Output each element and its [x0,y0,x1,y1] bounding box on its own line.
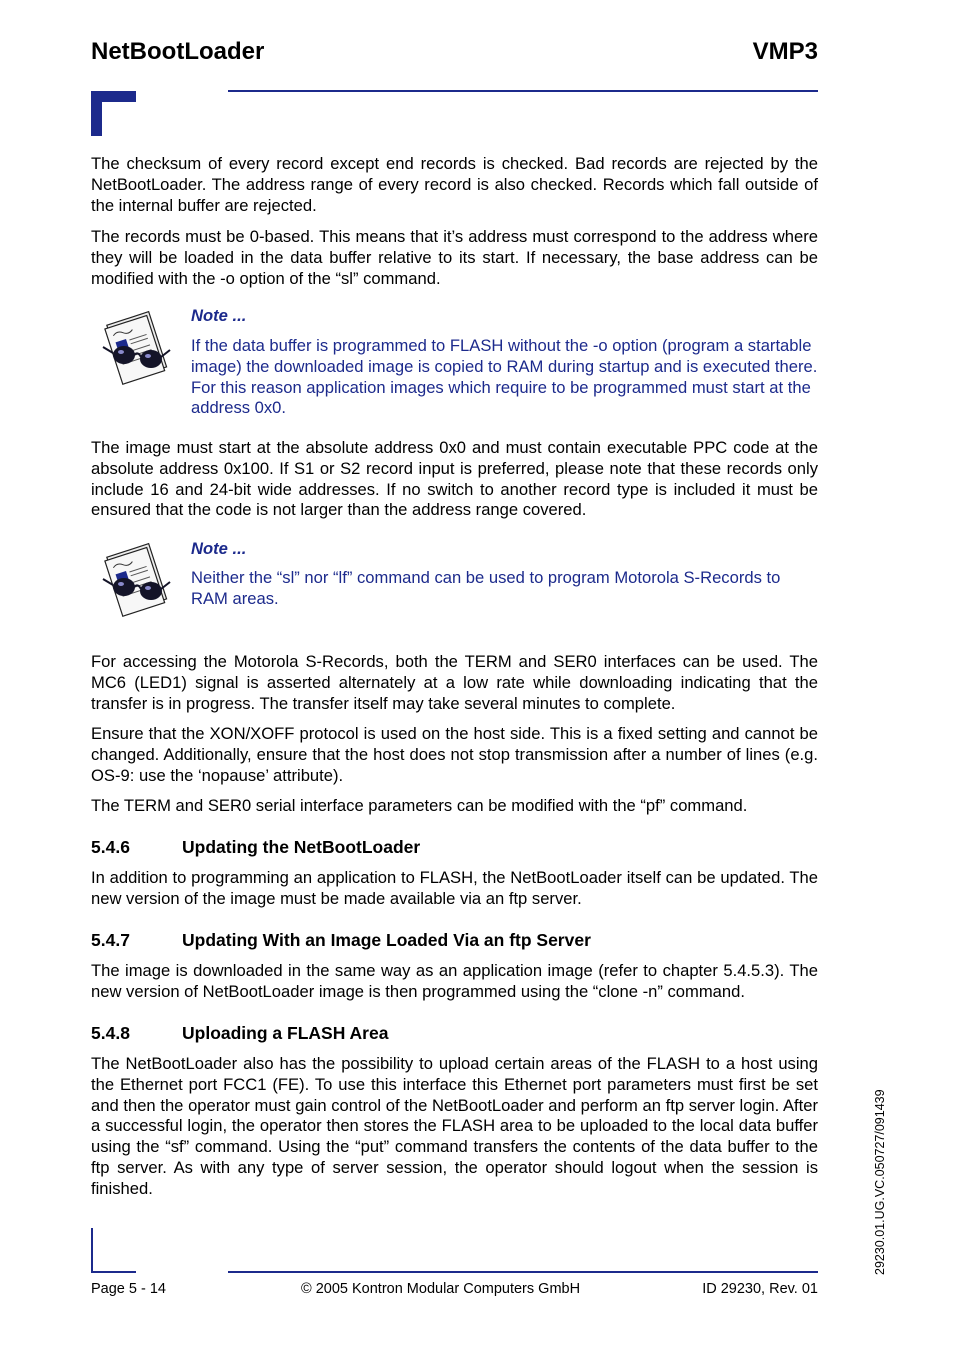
section-number: 5.4.8 [91,1023,130,1043]
paragraph-update-netbootloader: In addition to programming an application to FLASH, the NetBootLoader itself can be updated. The new version of the image must be made available via an ftp server. [91,868,818,908]
note-text: If the data buffer is programmed to FLASH without the -o option (program a startable image) the downloaded image is copied to RAM during startup and is executed there. For this reason application images which require to be programmed must start at the address 0x0. [191,336,818,418]
header-rule [228,90,818,92]
document-id: ID 29230, Rev. 01 [702,1281,818,1297]
note-title: Note ... [191,306,247,325]
footer-bracket-base [91,1271,136,1273]
paragraph-zero-based: The records must be 0-based. This means that it’s address must correspond to the address where they will be loaded in the data buffer relative to its start. If necessary, the base address can be modified with the -o option of the “sl” command. [91,227,818,288]
section-title: Updating the NetBootLoader [182,837,421,857]
paragraph-image-start: The image must start at the absolute address 0x0 and must contain executable PPC code at the absolute address 0x100. If S1 or S2 record input is preferred, please note that these records only include 16 and 24-bit wide addresses. If no switch to another record type is included it must be ensured that the code is not larger than the address range covered. [91,438,818,520]
page-number: Page 5 - 14 [91,1281,166,1297]
side-document-code [873,1089,954,1275]
copyright: © 2005 Kontron Modular Computers GmbH [301,1281,581,1297]
note-glasses-icon [99,309,175,385]
paragraph-pf-command: The TERM and SER0 serial interface parameters can be modified with the “pf” command. [91,796,748,815]
paragraph-s-records: For accessing the Motorola S-Records, both the TERM and SER0 interfaces can be used. The MC6 (LED1) signal is asserted alternately at a low rate while downloading indicating that the transfer is in progress. The transfer itself may take several minutes to complete. [91,652,818,713]
section-number: 5.4.7 [91,930,130,950]
paragraph-ftp-image: The image is downloaded in the same way as an application image (refer to chapter 5.4.5.3). The new version of NetBootLoader image is then programmed using the “clone -n” command. [91,961,818,1001]
section-number: 5.4.6 [91,837,130,857]
paragraph-checksum: The checksum of every record except end records is checked. Bad records are rejected by the NetBootLoader. The address range of every record is also checked. Records which fall outside of the internal buffer are rejected. [91,154,818,215]
corner-bracket-icon [91,91,136,136]
paragraph-upload-flash: The NetBootLoader also has the possibility to upload certain areas of the FLASH to a host using the Ethernet port FCC1 (FE). To use this interface this Ethernet port parameters must first be set and then the operator must gain control of the NetBootLoader and perform an ftp server login. After a successful login, the operator then stores the FLASH area to be uploaded to the local data buffer using the “sf” command. Using the “put” command transfers the contents of the data buffer to the ftp server. As with any type of server session, the operator should logout when the session is finished. [91,1054,818,1198]
section-title: Updating With an Image Loaded Via an ftp Server [182,930,591,950]
header-product: VMP3 [752,38,818,65]
section-title: Uploading a FLASH Area [182,1023,389,1043]
note-text: Neither the “sl” nor “lf” command can be used to program Motorola S-Records to RAM areas. [191,568,781,608]
header-title: NetBootLoader [91,38,265,65]
footer-bracket [91,1228,93,1273]
footer-rule [228,1271,818,1273]
note-title: Note ... [191,539,247,558]
paragraph-xon-xoff: Ensure that the XON/XOFF protocol is used on the host side. This is a fixed setting and cannot be changed. Additionally, ensure that the host does not stop transmission after a number of lines (e.g. OS-9: use the ‘nopause’ attribute). [91,724,818,785]
side-document-code-text: 29230.01.UG.VC.050727/091439 [873,1089,887,1275]
note-glasses-icon [99,541,175,617]
